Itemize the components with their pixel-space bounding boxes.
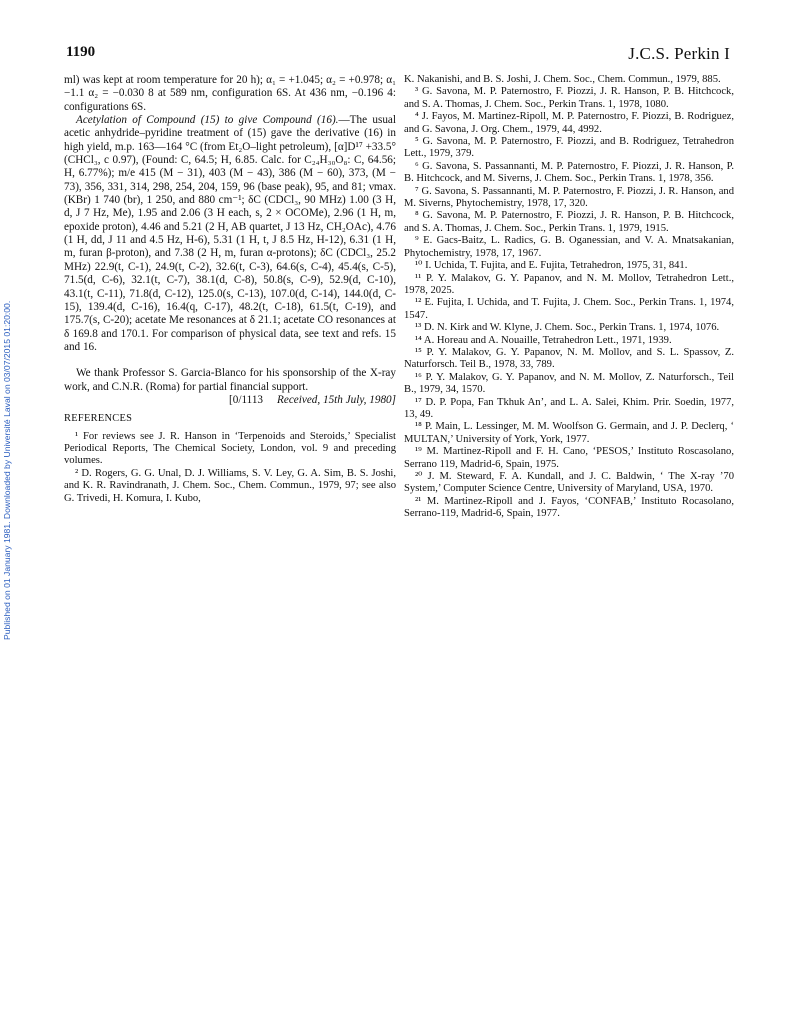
received-line — [64, 394, 396, 407]
reference-item: ⁷ G. Savona, S. Passannanti, M. P. Paternostro, F. Piozzi, J. R. Hanson, and M. Siverns, Phytochemistry, 1978, 17, 320. — [404, 185, 734, 210]
reference-item: ¹² E. Fujita, I. Uchida, and T. Fujita, J. Chem. Soc., Perkin Trans. 1, 1974, 1547. — [404, 297, 734, 321]
reference-item-continued: K. Nakanishi, and B. S. Joshi, J. Chem. Soc., Chem. Commun., 1979, 885. — [404, 74, 721, 85]
reference-item: ¹¹ P. Y. Malakov, G. Y. Papanov, and N. M. Mollov, Tetrahedron Lett., 1978, 2025. — [404, 272, 734, 296]
reference-item: ¹⁹ M. Martinez-Ripoll and F. H. Cano, ‘PESOS,’ Instituto Roscasolano, Serrano 119, Madrid-6, Spain, 1975. — [404, 446, 734, 470]
reference-item: ³ G. Savona, M. P. Paternostro, F. Piozzi, J. R. Hanson, P. B. Hitchcock, and S. A. Thomas, J. Chem. Soc., Perkin Trans. 1, 1978, 1080. — [404, 86, 734, 110]
reference-item: ⁹ E. Gacs-Baitz, L. Radics, G. B. Oganessian, and V. A. Mnatsakanian, Phytochemistry, 1978, 17, 1967. — [404, 235, 734, 259]
reference-item: ¹⁶ P. Y. Malakov, G. Y. Papanov, and N. M. Mollov, Z. Naturforsch., Teil B., 1979, 34, 1570. — [404, 371, 734, 396]
paragraph-gap — [64, 354, 396, 367]
journal-title: J.C.S. Perkin I — [628, 44, 730, 63]
download-watermark — [2, 140, 16, 640]
reference-item: ¹ For reviews see J. R. Hanson in ‘Terpenoids and Steroids,’ Specialist Periodical Reports, The Chemical Society, London, vol. 9 and preceding volumes. — [64, 430, 396, 467]
page-number: 1190 — [66, 44, 96, 60]
reference-item: ⁴ J. Fayos, M. Martinez-Ripoll, M. P. Paternostro, F. Piozzi, B. Rodriguez, and G. Savona, J. Org. Chem., 1979, 44, 4992. — [404, 111, 734, 135]
reference-item: ¹⁷ D. P. Popa, Fan Tkhuk An’, and L. A. Salei, Khim. Prir. Soedin, 1977, 13, 49. — [404, 396, 734, 420]
reference-item: ¹⁵ P. Y. Malakov, G. Y. Papanov, N. M. Mollov, and S. L. Spassov, Z. Naturforsch. Teil B., 1978, 33, 789. — [404, 346, 734, 371]
reference-item: ¹³ D. N. Kirk and W. Klyne, J. Chem. Soc., Perkin Trans. 1, 1974, 1076. — [415, 322, 720, 334]
acknowledgement-paragraph: We thank Professor S. Garcia-Blanco for his sponsorship of the X-ray work, and C.N.R. (Roma) for partial financial support. — [64, 367, 396, 393]
reference-item: ² D. Rogers, G. G. Unal, D. J. Williams, S. V. Ley, G. A. Sim, B. S. Joshi, and K. R. Ravindranath, J. Chem. Soc., Chem. Commun., 1979, 97; see also G. Trivedi, H. Komura, I. Kubo, — [64, 467, 396, 504]
references-heading: REFERENCES — [64, 413, 133, 425]
acetylation-paragraph — [64, 114, 396, 354]
optical-rotation-paragraph: ml) was kept at room temperature for 20 h); α₁ = +1.045; α₂ = +0.978; α₁ −1.1 α₂ = −0.030 8 at 589 nm, configuration 6S. At 436 nm, −0.196 4: configurations 6S. — [64, 74, 396, 113]
acetylation-body: —The usual acetic anhydride–pyridine treatment of (15) gave the derivative (16) in high yield, m.p. 163—164 °C (from Et₂O–light petroleum), [α]D¹⁷ +33.5° (CHCl₃, c 0.97), (Found: C, 64.5; H, 6.85. Calc. for C₂₄H₃₀O₈: C, 64.56; H, 6.77%); m/e 415 (M − 31), 403 (M − 43), 386 (M − 60), 373, (M − 73), 356, 331, 314, 298, 254, 204, 159, 96 (base peak), 95, and 81; νmax. (KBr) 1 740 (br), 1 250, and 880 cm⁻¹; δC (CDCl₃, 90 MHz) 1.00 (3 H, d, J 7 Hz, Me), 1.95 and 2.06 (3 H each, s, 2 × OCOMe), 2.96 (1 H, m, epoxide proton), 4.46 and 5.21 (2 H, AB quartet, J 13 Hz, CH₂OAc), 4.76 (1 H, dd, J 11 and 4.5 Hz, H-6), 5.31 (1 H, t, J 8.5 Hz, H-12), 6.31 (1 H, m, furan β-proton), and 7.38 (2 H, m, furan α-protons); δC (CDCl₃, 25.2 MHz) 22.9(t, C-1), 24.9(t, C-2), 32.6(t, C-3), 64.6(s, C-4), 45.4(s, C-5), 71.5(d, C-6), 32.1(t, C-7), 38.1(d, C-8), 50.8(s, C-9), 52.9(d, C-10), 43.1(t, C-11), 71.8(d, C-12), 125.0(s, C-13), 107.0(d, C-14), 144.0(d, C-15), 139.4(d, C-16), 16.4(q, C-17), 48.2(t, C-18), 61.5(t, C-19), and 175.7(s, C-20); acetate Me resonances at δ 21.1; acetate CO resonances at δ 169.8 and 170.1. For comparison of physical data, see text and refs. 15 and 16. — [64, 114, 396, 353]
reference-item: ¹⁰ I. Uchida, T. Fujita, and E. Fujita, Tetrahedron, 1975, 31, 841. — [415, 260, 688, 272]
acetylation-heading: Acetylation of Compound (15) to give Compound (16). — [76, 114, 339, 127]
reference-item: ¹⁴ A. Horeau and A. Nouaille, Tetrahedron Lett., 1971, 1939. — [415, 334, 672, 346]
left-column — [64, 74, 396, 505]
reference-item: ²¹ M. Martinez-Ripoll and J. Fayos, ‘CONFAB,’ Instituto Rocasolano, Serrano-119, Madrid-6, Spain, 1977. — [404, 495, 734, 520]
received-date: Received, 15th July, 1980] — [277, 393, 396, 406]
download-watermark-text: Published on 01 January 1981. Downloaded by Université Laval on 03/07/2015 01:20:00. — [2, 300, 12, 640]
reference-item: ²⁰ J. M. Steward, F. A. Kundall, and J. C. Baldwin, ‘ The X-ray ’70 System,’ Computer Science Centre, University of Maryland, USA, 1970. — [404, 471, 734, 495]
reference-item: ¹⁸ P. Main, L. Lessinger, M. M. Woolfson G. Germain, and J. P. Declerq, ‘ MULTAN,’ University of York, York, 1977. — [404, 421, 734, 445]
manuscript-code: [0/1113 — [229, 393, 264, 406]
right-column — [404, 74, 734, 521]
reference-item: ⁶ G. Savona, S. Passannanti, M. P. Paternostro, F. Piozzi, J. R. Hanson, P. B. Hitchcock, and M. Siverns, J. Chem. Soc., Perkin Trans. 1, 1978, 356. — [404, 160, 734, 185]
reference-item: ⁵ G. Savona, M. P. Paternostro, F. Piozzi, and B. Rodriguez, Tetrahedron Lett., 1979, 379. — [404, 136, 734, 160]
reference-item: ⁸ G. Savona, M. P. Paternostro, F. Piozzi, J. R. Hanson, P. B. Hitchcock, and S. A. Thomas, J. Chem. Soc., Perkin Trans. 1, 1979, 1915. — [404, 210, 734, 234]
